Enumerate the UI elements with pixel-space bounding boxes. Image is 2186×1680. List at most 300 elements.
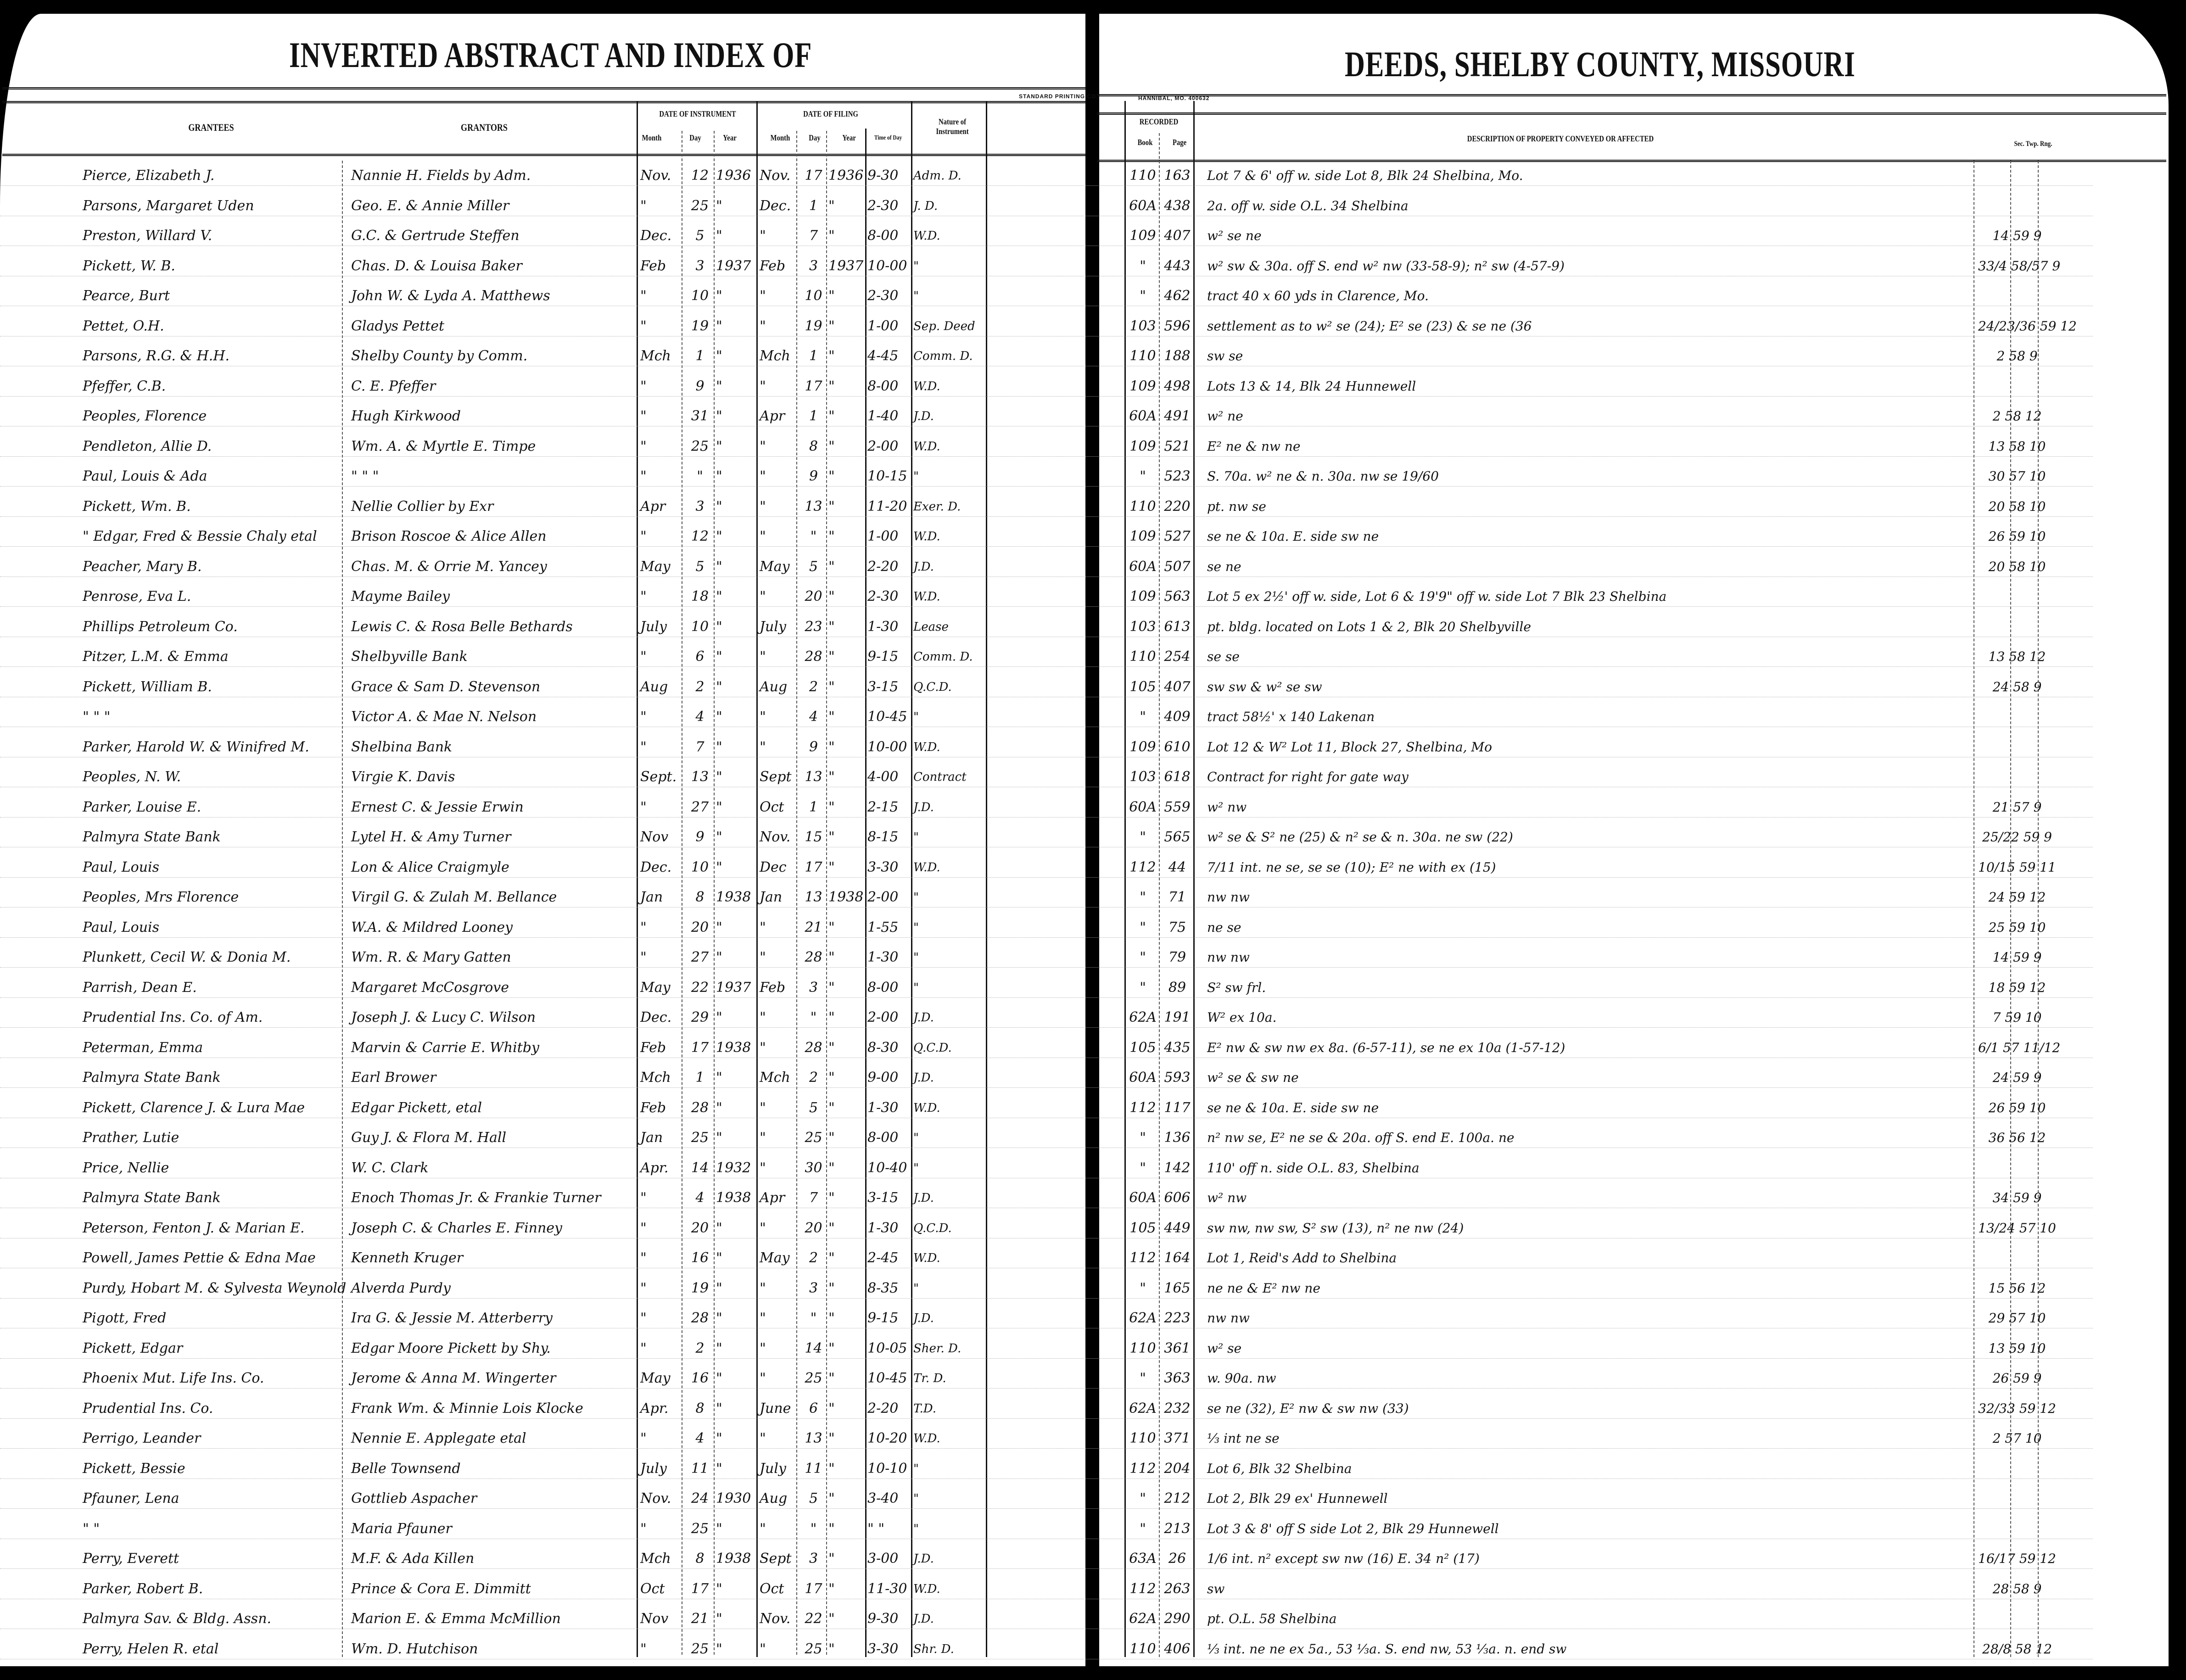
instrument-month-cell: May [640, 1370, 671, 1386]
grantee-cell: Pendleton, Allie D. [83, 438, 212, 454]
instrument-day-cell: 29 [691, 1009, 709, 1025]
instrument-month-cell: Aug [640, 678, 668, 695]
filing-month-cell: " [760, 1099, 766, 1116]
instrument-year-cell: " [716, 1099, 722, 1116]
instrument-day-cell: 9 [695, 378, 704, 394]
grantor-cell: Nellie Collier by Exr [351, 498, 494, 515]
time-of-day-cell: 3-30 [867, 1641, 899, 1657]
ledger-row [0, 255, 2093, 276]
filing-day-cell: 17 [805, 1580, 822, 1597]
instrument-month-cell: " [640, 739, 647, 755]
filing-day-cell: 5 [809, 1099, 818, 1116]
time-of-day-cell: 10-00 [867, 739, 907, 755]
filing-year-cell: " [828, 1039, 835, 1056]
book-cell: " [1140, 1370, 1146, 1386]
instrument-day-cell: 18 [691, 588, 709, 605]
instrument-year-cell: " [716, 919, 722, 935]
book-cell: 62A [1129, 1611, 1157, 1627]
filing-day-cell: 23 [805, 618, 822, 635]
filing-year-cell: " [828, 1460, 835, 1477]
instrument-year-cell: " [716, 408, 722, 424]
header-bottom-rule-left [2, 154, 1085, 156]
instrument-month-cell: July [640, 618, 667, 635]
description-cell: se se [1207, 649, 1240, 664]
instrument-year-cell: " [716, 1280, 722, 1296]
filing-day-cell: 20 [805, 1220, 822, 1236]
filing-day-cell: 25 [805, 1370, 822, 1386]
grantee-cell: Peterman, Emma [83, 1039, 203, 1056]
grantee-cell: Perry, Helen R. etal [83, 1641, 219, 1657]
nature-of-instrument-cell: Adm. D. [913, 169, 962, 183]
description-cell: w. 90a. nw [1207, 1371, 1276, 1386]
instrument-month-cell: " [640, 318, 647, 334]
instrument-day-cell: 25 [691, 1130, 709, 1146]
book-cell: " [1140, 949, 1146, 965]
instrument-year-cell: " [716, 228, 722, 244]
instrument-month-cell: " [640, 197, 647, 214]
filing-month-cell: July [760, 1460, 786, 1477]
instrument-day-cell: 10 [691, 859, 709, 875]
time-of-day-cell: 2-20 [867, 1400, 899, 1417]
filing-year-cell: " [828, 588, 835, 605]
filing-year-cell: " [828, 829, 835, 845]
nature-of-instrument-cell: J.D. [913, 1612, 934, 1626]
time-of-day-cell: 9-00 [867, 1070, 899, 1086]
grantor-cell: Prince & Cora E. Dimmitt [351, 1580, 531, 1597]
description-cell: 2a. off w. side O.L. 34 Shelbina [1207, 198, 1409, 213]
filing-month-cell: May [760, 1250, 790, 1266]
grantor-cell: Wm. D. Hutchison [351, 1641, 478, 1657]
description-cell: w² se [1207, 1340, 1242, 1356]
filing-month-cell: " [760, 378, 766, 394]
instrument-day-cell: 12 [691, 168, 709, 184]
description-cell: sw nw, nw sw, S² sw (13), n² ne nw (24) [1207, 1220, 1464, 1236]
instrument-year-cell: " [716, 1580, 722, 1597]
page-cell: 79 [1168, 949, 1186, 965]
filing-year-cell: " [828, 1580, 835, 1597]
instrument-day-cell: 6 [695, 649, 704, 665]
description-cell: pt. O.L. 58 Shelbina [1207, 1611, 1337, 1626]
nature-of-instrument-cell: J.D. [913, 800, 934, 814]
ledger-row [0, 1126, 2093, 1148]
filing-day-cell: 17 [805, 168, 822, 184]
header-book: Book [1137, 138, 1153, 147]
instrument-month-cell: Mch [640, 1551, 671, 1567]
grantor-cell: Joseph J. & Lucy C. Wilson [351, 1009, 536, 1025]
nature-of-instrument-cell: " [913, 1462, 919, 1476]
filing-year-cell: " [828, 1220, 835, 1236]
instrument-year-cell: 1936 [716, 168, 751, 184]
filing-year-cell: " [828, 1280, 835, 1296]
filing-month-cell: Jan [760, 889, 783, 905]
description-cell: tract 58½' x 140 Lakenan [1207, 709, 1375, 724]
description-cell: Lots 13 & 14, Blk 24 Hunnewell [1207, 378, 1416, 394]
grantee-cell: Parker, Louise E. [83, 799, 201, 815]
description-cell: settlement as to w² se (24); E² se (23) & se ne (36 [1207, 318, 1532, 334]
filing-year-cell: " [828, 228, 835, 244]
time-of-day-cell: 9-15 [867, 649, 899, 665]
ledger-row [0, 1518, 2093, 1539]
sec-twp-rng-cell: 13 58 10 [1988, 438, 2046, 454]
description-cell: ⅓ int. ne ne ex 5a., 53 ⅓a. S. end nw, 53 ⅓a. n. end sw [1207, 1641, 1567, 1657]
nature-of-instrument-cell: " [913, 470, 919, 483]
filing-year-cell: " [828, 739, 835, 755]
header-recorded: RECORDED [1139, 117, 1179, 126]
book-cell: 110 [1129, 1430, 1156, 1446]
grantee-cell: Pettet, O.H. [83, 318, 164, 334]
nature-of-instrument-cell: " [913, 710, 919, 724]
description-cell: S² sw frl. [1207, 980, 1266, 995]
grantor-cell: Gottlieb Aspacher [351, 1490, 477, 1506]
grantee-cell: Parker, Harold W. & Winifred M. [83, 739, 309, 755]
ledger-row [0, 1036, 2093, 1058]
grantee-cell: Pickett, W. B. [83, 258, 175, 274]
instrument-month-cell: Jan [640, 889, 663, 905]
time-of-day-cell: 9-30 [867, 1611, 899, 1627]
filing-day-cell: 10 [805, 288, 822, 304]
sec-twp-rng-cell: 20 58 10 [1988, 498, 2046, 514]
book-cell: 62A [1129, 1009, 1157, 1025]
book-cell: 110 [1129, 649, 1156, 665]
grantor-cell: Marvin & Carrie E. Whitby [351, 1039, 539, 1056]
filing-month-cell: " [760, 709, 766, 725]
page-cell: 498 [1164, 378, 1191, 394]
grantor-cell: Lon & Alice Craigmyle [351, 859, 509, 875]
scan-bottom-edge [0, 1666, 2186, 1680]
time-of-day-cell: 8-00 [867, 378, 899, 394]
instrument-year-cell: 1938 [716, 1190, 751, 1206]
grantor-cell: Edgar Pickett, etal [351, 1099, 482, 1116]
nature-of-instrument-cell: " [913, 951, 919, 964]
filing-day-cell: 15 [805, 829, 822, 845]
book-cell: " [1140, 258, 1146, 274]
grantee-cell: Peterson, Fenton J. & Marian E. [83, 1220, 305, 1236]
description-cell: Lot 6, Blk 32 Shelbina [1207, 1461, 1352, 1476]
header-grantees: GRANTEES [188, 122, 234, 133]
time-of-day-cell: 2-20 [867, 558, 899, 575]
grantor-cell: Grace & Sam D. Stevenson [351, 678, 541, 695]
instrument-day-cell: 2 [695, 678, 704, 695]
header-sec-twp-rng: Sec. Twp. Rng. [2014, 140, 2052, 148]
sec-twp-rng-cell: 18 59 12 [1988, 980, 2046, 995]
filing-day-cell: 20 [805, 588, 822, 605]
grantee-cell: Parker, Robert B. [83, 1580, 203, 1597]
book-cell: " [1140, 919, 1146, 935]
grantee-cell: Pitzer, L.M. & Emma [83, 649, 229, 665]
time-of-day-cell: 1-30 [867, 618, 899, 635]
page-cell: 254 [1164, 649, 1191, 665]
ledger-row [0, 1337, 2093, 1359]
instrument-month-cell: " [640, 649, 647, 665]
sec-twp-rng-cell: 6/1 57 11/12 [1978, 1040, 2061, 1055]
page-cell: 606 [1164, 1190, 1191, 1206]
instrument-year-cell: " [716, 1009, 722, 1025]
time-of-day-cell: 3-30 [867, 859, 899, 875]
filing-day-cell: " [810, 528, 817, 544]
filing-month-cell: " [760, 288, 766, 304]
description-cell: nw nw [1207, 1310, 1250, 1326]
instrument-month-cell: " [640, 588, 647, 605]
grantor-cell: Edgar Moore Pickett by Shy. [351, 1340, 551, 1356]
nature-of-instrument-cell: Q.C.D. [913, 1041, 952, 1055]
filing-month-cell: " [760, 318, 766, 334]
instrument-year-cell: " [716, 378, 722, 394]
instrument-month-cell: " [640, 1520, 647, 1537]
sec-twp-rng-cell: 2 58 12 [1992, 409, 2042, 424]
nature-of-instrument-cell: W.D. [913, 379, 940, 393]
description-cell: sw sw & w² se sw [1207, 679, 1322, 694]
instrument-day-cell: 25 [691, 438, 709, 454]
instrument-year-cell: " [716, 739, 722, 755]
grantee-cell: Pfauner, Lena [83, 1490, 179, 1506]
instrument-day-cell: 19 [691, 1280, 709, 1296]
filing-day-cell: 28 [805, 949, 822, 965]
book-cell: " [1140, 1159, 1146, 1176]
ledger-row [0, 345, 2093, 366]
instrument-year-cell: " [716, 1460, 722, 1477]
time-of-day-cell: " " [867, 1520, 885, 1537]
grantor-cell: Ernest C. & Jessie Erwin [351, 799, 524, 815]
instrument-day-cell: 8 [695, 1551, 704, 1567]
instrument-month-cell: Jan [640, 1130, 663, 1146]
filing-day-cell: 17 [805, 378, 822, 394]
filing-day-cell: 8 [809, 438, 818, 454]
description-cell: nw nw [1207, 890, 1250, 905]
book-cell: 60A [1129, 558, 1157, 575]
filing-month-cell: " [760, 1641, 766, 1657]
grantor-cell: Maria Pfauner [351, 1520, 452, 1537]
instrument-year-cell: 1930 [716, 1490, 751, 1506]
page-cell: 371 [1164, 1430, 1191, 1446]
time-of-day-cell: 2-30 [867, 288, 899, 304]
instrument-year-cell: " [716, 468, 722, 484]
book-cell: " [1140, 979, 1146, 996]
ledger-row [0, 796, 2093, 818]
filing-day-cell: 3 [809, 979, 818, 996]
instrument-year-cell: 1937 [716, 979, 751, 996]
filing-month-cell: Apr [760, 1190, 785, 1206]
page-cell: 117 [1164, 1099, 1191, 1116]
book-cell: " [1140, 1490, 1146, 1506]
ledger-row [0, 676, 2093, 697]
instrument-month-cell: " [640, 528, 647, 544]
description-cell: Lot 12 & W² Lot 11, Block 27, Shelbina, Mo [1207, 739, 1492, 755]
time-of-day-cell: 2-30 [867, 197, 899, 214]
filing-year-cell: " [828, 1400, 835, 1417]
time-of-day-cell: 4-45 [867, 348, 899, 364]
nature-of-instrument-cell: Q.C.D. [913, 680, 952, 694]
page-cell: 521 [1164, 438, 1191, 454]
grantee-cell: Pickett, Bessie [83, 1460, 185, 1477]
grantee-cell: Palmyra Sav. & Bldg. Assn. [83, 1611, 272, 1627]
ledger-row [0, 315, 2093, 336]
instrument-month-cell: " [640, 1280, 647, 1296]
sec-twp-rng-cell: 24 59 12 [1988, 890, 2046, 905]
filing-month-cell: " [760, 649, 766, 665]
sec-twp-rng-cell: 24 59 9 [1992, 1070, 2042, 1085]
instrument-month-cell: Dec. [640, 1009, 672, 1025]
instrument-day-cell: 10 [691, 288, 709, 304]
description-cell: ne se [1207, 919, 1241, 935]
page-cell: 593 [1164, 1070, 1191, 1086]
header-filing-year: Year [842, 133, 856, 142]
nature-of-instrument-cell: " [913, 1492, 919, 1506]
filing-year-cell: " [828, 919, 835, 935]
grantee-cell: Peoples, Mrs Florence [83, 889, 239, 905]
grantee-cell: Pickett, Edgar [83, 1340, 183, 1356]
grantee-cell: Pigott, Fred [83, 1310, 167, 1326]
sec-twp-rng-cell: 24/23/36 59 12 [1978, 318, 2077, 334]
description-cell: tract 40 x 60 yds in Clarence, Mo. [1207, 288, 1429, 303]
instrument-month-cell: Nov [640, 1611, 669, 1627]
time-of-day-cell: 2-00 [867, 889, 899, 905]
instrument-year-cell: " [716, 1070, 722, 1086]
grantor-cell: Shelby County by Comm. [351, 348, 528, 364]
grantee-cell: Peoples, Florence [83, 408, 207, 424]
instrument-day-cell: 11 [691, 1460, 709, 1477]
description-cell: Lot 2, Blk 29 ex' Hunnewell [1207, 1491, 1388, 1506]
filing-year-cell: " [828, 1250, 835, 1266]
sec-twp-rng-cell: 14 59 9 [1992, 228, 2042, 243]
filing-year-cell: " [828, 1430, 835, 1446]
grantee-cell: " " [83, 1520, 100, 1537]
filing-month-cell: Feb [760, 979, 786, 996]
nature-of-instrument-cell: W.D. [913, 1251, 940, 1265]
description-cell: 1/6 int. n² except sw nw (16) E. 34 n² (17) [1207, 1551, 1480, 1566]
grantee-cell: Powell, James Pettie & Edna Mae [83, 1250, 316, 1266]
grantor-cell: Guy J. & Flora M. Hall [351, 1130, 507, 1146]
page-cell: 407 [1164, 678, 1191, 695]
grantor-cell: Joseph C. & Charles E. Finney [351, 1220, 563, 1236]
nature-of-instrument-cell: W.D. [913, 1101, 940, 1115]
nature-of-instrument-cell: Contract [913, 770, 967, 784]
instrument-day-cell: 17 [691, 1580, 709, 1597]
page-cell: 165 [1164, 1280, 1191, 1296]
grantee-cell: Pickett, Clarence J. & Lura Mae [83, 1099, 305, 1116]
filing-day-cell: " [810, 1310, 817, 1326]
description-cell: nw nw [1207, 950, 1250, 965]
page-cell: 191 [1164, 1009, 1191, 1025]
nature-of-instrument-cell: " [913, 1281, 919, 1295]
grantor-cell: Gladys Pettet [351, 318, 445, 334]
filing-month-cell: Nov. [760, 1611, 791, 1627]
book-cell: 60A [1129, 799, 1157, 815]
page-cell: 523 [1164, 468, 1191, 484]
ledger-row [0, 405, 2093, 426]
filing-year-cell: 1938 [828, 889, 864, 905]
filing-day-cell: " [810, 1520, 817, 1537]
instrument-year-cell: " [716, 1641, 722, 1657]
nature-of-instrument-cell: W.D. [913, 530, 940, 543]
nature-of-instrument-cell: Sep. Deed [913, 319, 975, 333]
nature-of-instrument-cell: " [913, 890, 919, 904]
ledger-row [0, 1427, 2093, 1449]
nature-of-instrument-cell: J.D. [913, 1191, 934, 1205]
filing-year-cell: " [828, 618, 835, 635]
instrument-year-cell: " [716, 949, 722, 965]
grantee-cell: Pearce, Burt [83, 288, 170, 304]
instrument-year-cell: " [716, 769, 722, 785]
book-cell: 112 [1129, 1580, 1156, 1597]
instrument-year-cell: " [716, 649, 722, 665]
ledger-row [0, 1547, 2093, 1569]
page-cell: 361 [1164, 1340, 1191, 1356]
filing-month-cell: Oct [760, 799, 784, 815]
filing-day-cell: 6 [809, 1400, 818, 1417]
time-of-day-cell: 1-30 [867, 1099, 899, 1116]
instrument-year-cell: " [716, 197, 722, 214]
time-of-day-cell: 2-15 [867, 799, 899, 815]
filing-month-cell: " [760, 739, 766, 755]
page-cell: 563 [1164, 588, 1191, 605]
filing-day-cell: 30 [805, 1159, 822, 1176]
instrument-month-cell: " [640, 919, 647, 935]
filing-year-cell: " [828, 197, 835, 214]
page-cell: 290 [1164, 1611, 1191, 1627]
description-cell: Contract for right for gate way [1207, 769, 1409, 784]
page-cell: 223 [1164, 1310, 1191, 1326]
nature-of-instrument-cell: " [913, 920, 919, 935]
instrument-day-cell: " [697, 468, 703, 484]
header-date-of-filing: DATE OF FILING [803, 109, 858, 118]
nature-of-instrument-cell: " [913, 1522, 919, 1536]
filing-month-cell: Aug [760, 1490, 788, 1506]
nature-of-instrument-cell: J.D. [913, 1552, 934, 1566]
description-cell: E² nw & sw nw ex 8a. (6-57-11), se ne ex 10a (1-57-12) [1207, 1040, 1565, 1055]
description-cell: Lot 3 & 8' off S side Lot 2, Blk 29 Hunnewell [1207, 1521, 1499, 1536]
page-cell: 163 [1164, 168, 1191, 184]
time-of-day-cell: 10-05 [867, 1340, 907, 1356]
filing-month-cell: Dec. [760, 197, 791, 214]
filing-month-cell: Sept [760, 1551, 792, 1567]
time-of-day-cell: 10-15 [867, 468, 907, 484]
instrument-day-cell: 5 [695, 228, 704, 244]
sec-twp-rng-cell: 21 57 9 [1992, 799, 2042, 815]
page-cell: 26 [1168, 1551, 1186, 1567]
filing-year-cell: " [828, 1551, 835, 1567]
description-cell: W² ex 10a. [1207, 1010, 1277, 1025]
filing-year-cell: " [828, 709, 835, 725]
instrument-day-cell: 8 [695, 889, 704, 905]
filing-month-cell: Dec [760, 859, 787, 875]
filing-month-cell: " [760, 1520, 766, 1537]
page-cell: 89 [1168, 979, 1186, 996]
grantee-cell: Purdy, Hobart M. & Sylvesta Weynold [83, 1280, 347, 1296]
ledger-row [0, 224, 2093, 246]
filing-month-cell: " [760, 468, 766, 484]
filing-year-cell: " [828, 1641, 835, 1657]
instrument-year-cell: 1937 [716, 258, 751, 274]
filing-month-cell: Apr [760, 408, 785, 424]
filing-month-cell: " [760, 588, 766, 605]
description-cell: Lot 5 ex 2½' off w. side, Lot 6 & 19'9" off w. side Lot 7 Blk 23 Shelbina [1207, 589, 1667, 604]
ledger-row [0, 495, 2093, 517]
book-cell: 110 [1129, 1641, 1156, 1657]
grantor-cell: Chas. M. & Orrie M. Yancey [351, 558, 547, 575]
nature-of-instrument-cell: J.D. [913, 1311, 934, 1325]
filing-year-cell: " [828, 1611, 835, 1627]
instrument-month-cell: May [640, 558, 671, 575]
instrument-year-cell: 1938 [716, 889, 751, 905]
filing-month-cell: " [760, 1280, 766, 1296]
time-of-day-cell: 10-20 [867, 1430, 907, 1446]
page-cell: 213 [1164, 1520, 1191, 1537]
ledger-row [0, 435, 2093, 457]
grantor-cell: Earl Brower [351, 1070, 436, 1086]
time-of-day-cell: 8-15 [867, 829, 899, 845]
filing-year-cell: 1937 [828, 258, 864, 274]
instrument-day-cell: 27 [691, 949, 709, 965]
